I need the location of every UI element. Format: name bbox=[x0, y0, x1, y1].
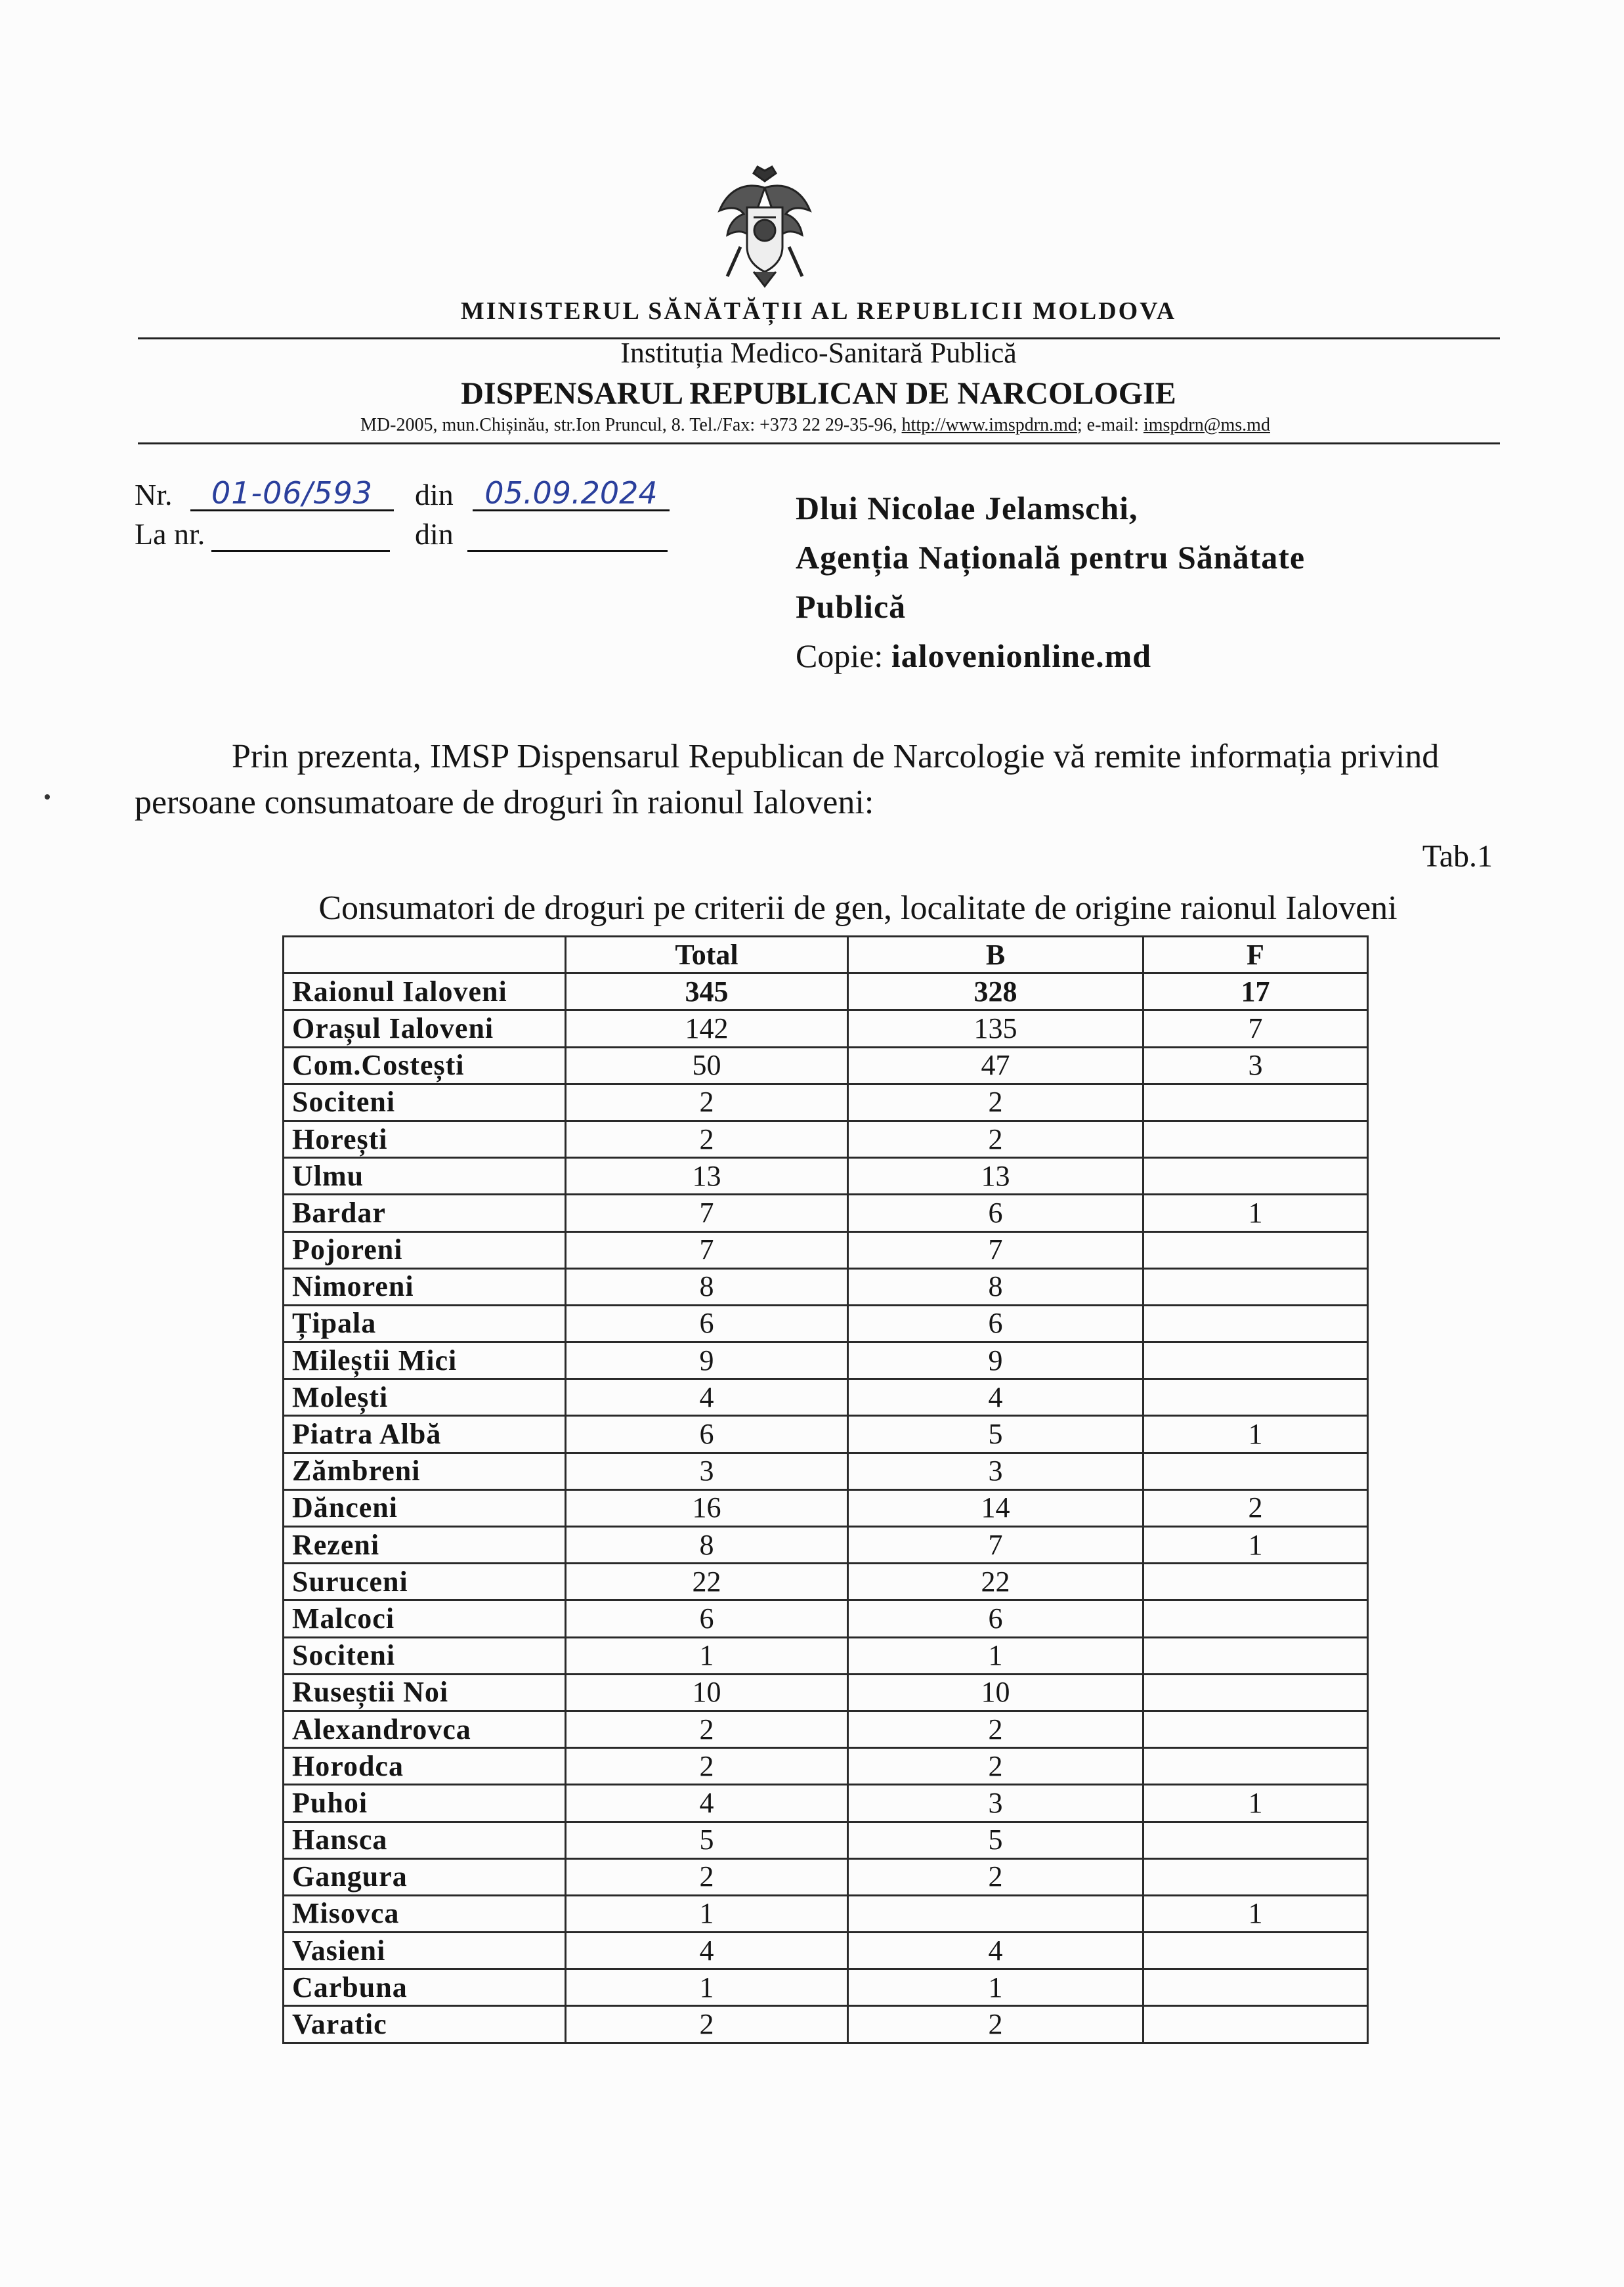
b-cell: 6 bbox=[848, 1600, 1143, 1637]
table-row bbox=[284, 1600, 1368, 1637]
b-cell: 7 bbox=[848, 1231, 1143, 1268]
din2-label: din bbox=[415, 517, 454, 551]
total-cell: 10 bbox=[566, 1674, 848, 1711]
locality-cell: Orașul Ialoveni bbox=[284, 1010, 566, 1047]
locality-cell: Horodca bbox=[284, 1748, 566, 1785]
locality-cell: Dănceni bbox=[284, 1489, 566, 1526]
la-nr-blank-line bbox=[211, 519, 390, 552]
locality-cell: Sociteni bbox=[284, 1084, 566, 1121]
f-cell bbox=[1143, 2006, 1368, 2043]
header-total: Total bbox=[566, 937, 848, 973]
locality-cell: Pojoreni bbox=[284, 1231, 566, 1268]
f-cell: 1 bbox=[1143, 1527, 1368, 1564]
f-cell bbox=[1143, 1858, 1368, 1895]
f-cell bbox=[1143, 1564, 1368, 1600]
total-cell: 4 bbox=[566, 1785, 848, 1822]
header-b: B bbox=[848, 937, 1143, 973]
table-row bbox=[284, 1453, 1368, 1489]
table-row bbox=[284, 1231, 1368, 1268]
total-cell: 2 bbox=[566, 2006, 848, 2043]
f-cell bbox=[1143, 1305, 1368, 1342]
table-row bbox=[284, 1342, 1368, 1379]
recipient-agency: Agenția Națională pentru Sănătate bbox=[796, 539, 1306, 576]
email-label: ; e-mail: bbox=[1077, 415, 1143, 435]
total-cell: 6 bbox=[566, 1416, 848, 1453]
table-number: Tab.1 bbox=[1422, 839, 1493, 874]
b-cell bbox=[848, 1895, 1143, 1932]
table-row bbox=[284, 1489, 1368, 1526]
email-link[interactable]: imspdrn@ms.md bbox=[1143, 415, 1270, 435]
table-row bbox=[284, 1785, 1368, 1822]
locality-cell: Horești bbox=[284, 1121, 566, 1157]
b-cell: 2 bbox=[848, 1748, 1143, 1785]
b-cell: 135 bbox=[848, 1010, 1143, 1047]
b-cell: 2 bbox=[848, 1121, 1143, 1157]
locality-cell: Com.Costești bbox=[284, 1047, 566, 1084]
b-cell: 2 bbox=[848, 2006, 1143, 2043]
table-row bbox=[284, 973, 1368, 1010]
b-cell: 14 bbox=[848, 1489, 1143, 1526]
contact-address bbox=[0, 415, 1624, 436]
locality-cell: Țipala bbox=[284, 1305, 566, 1342]
table-row bbox=[284, 2006, 1368, 2043]
total-cell: 3 bbox=[566, 1453, 848, 1489]
total-cell: 6 bbox=[566, 1600, 848, 1637]
table-row bbox=[284, 1933, 1368, 1969]
total-cell: 1 bbox=[566, 1969, 848, 2006]
table-row bbox=[284, 1711, 1368, 1747]
f-cell: 3 bbox=[1143, 1047, 1368, 1084]
table-header-row bbox=[284, 937, 1368, 973]
b-cell: 2 bbox=[848, 1858, 1143, 1895]
b-cell: 13 bbox=[848, 1158, 1143, 1195]
table-row bbox=[284, 1379, 1368, 1416]
intro-paragraph: Prin prezenta, IMSP Dispensarul Republican de Narcologie vă remite informația privind persoane consumatoare de droguri în raionul Ialoveni: bbox=[135, 738, 1440, 821]
f-cell bbox=[1143, 1969, 1368, 2006]
table-row bbox=[284, 1895, 1368, 1932]
institution-name: DISPENSARUL REPUBLICAN DE NARCOLOGIE bbox=[461, 376, 1176, 411]
b-cell: 2 bbox=[848, 1711, 1143, 1747]
table-row bbox=[284, 1969, 1368, 2006]
f-cell: 17 bbox=[1143, 973, 1368, 1010]
f-cell bbox=[1143, 1379, 1368, 1416]
total-cell: 7 bbox=[566, 1231, 848, 1268]
locality-cell: Molești bbox=[284, 1379, 566, 1416]
address-text: MD-2005, mun.Chișinău, str.Ion Pruncul, 8. Tel./Fax: +373 22 29-35-96, bbox=[360, 415, 902, 435]
locality-cell: Alexandrovca bbox=[284, 1711, 566, 1747]
b-cell: 47 bbox=[848, 1047, 1143, 1084]
locality-cell: Gangura bbox=[284, 1858, 566, 1895]
total-cell: 5 bbox=[566, 1822, 848, 1858]
b-cell: 4 bbox=[848, 1379, 1143, 1416]
table-row bbox=[284, 1527, 1368, 1564]
table-row bbox=[284, 1121, 1368, 1157]
table-row bbox=[284, 1268, 1368, 1305]
locality-cell: Ulmu bbox=[284, 1158, 566, 1195]
locality-cell: Piatra Albă bbox=[284, 1416, 566, 1453]
total-cell: 8 bbox=[566, 1527, 848, 1564]
total-cell: 2 bbox=[566, 1711, 848, 1747]
margin-dot bbox=[45, 794, 50, 800]
total-cell: 2 bbox=[566, 1121, 848, 1157]
b-cell: 9 bbox=[848, 1342, 1143, 1379]
locality-cell: Raionul Ialoveni bbox=[284, 973, 566, 1010]
website-link[interactable]: http://www.imspdrn.md bbox=[901, 415, 1077, 435]
header-locality bbox=[284, 937, 566, 973]
f-cell bbox=[1143, 1637, 1368, 1674]
table-row bbox=[284, 1674, 1368, 1711]
total-cell: 345 bbox=[566, 973, 848, 1010]
locality-cell: Mileștii Mici bbox=[284, 1342, 566, 1379]
b-cell: 1 bbox=[848, 1969, 1143, 2006]
table-row bbox=[284, 1158, 1368, 1195]
ministry-heading: MINISTERUL SĂNĂTĂȚII AL REPUBLICII MOLDOVA bbox=[460, 297, 1177, 325]
b-cell: 328 bbox=[848, 973, 1143, 1010]
din2-blank-line bbox=[467, 519, 668, 552]
f-cell: 1 bbox=[1143, 1785, 1368, 1822]
total-cell: 16 bbox=[566, 1489, 848, 1526]
f-cell: 2 bbox=[1143, 1489, 1368, 1526]
copy-value: ialovenionline.md bbox=[891, 637, 1152, 674]
b-cell: 10 bbox=[848, 1674, 1143, 1711]
locality-cell: Puhoi bbox=[284, 1785, 566, 1822]
table-row bbox=[284, 1084, 1368, 1121]
total-cell: 2 bbox=[566, 1858, 848, 1895]
total-cell: 9 bbox=[566, 1342, 848, 1379]
b-cell: 3 bbox=[848, 1453, 1143, 1489]
locality-cell: Misovca bbox=[284, 1895, 566, 1932]
b-cell: 6 bbox=[848, 1195, 1143, 1231]
b-cell: 5 bbox=[848, 1416, 1143, 1453]
locality-cell: Vasieni bbox=[284, 1933, 566, 1969]
table-row bbox=[284, 1416, 1368, 1453]
table-title: Consumatori de droguri pe criterii de gen, localitate de origine raionul Ialoveni bbox=[318, 889, 1398, 927]
f-cell bbox=[1143, 1600, 1368, 1637]
total-cell: 4 bbox=[566, 1933, 848, 1969]
b-cell: 22 bbox=[848, 1564, 1143, 1600]
f-cell: 1 bbox=[1143, 1195, 1368, 1231]
f-cell bbox=[1143, 1342, 1368, 1379]
f-cell bbox=[1143, 1121, 1368, 1157]
b-cell: 1 bbox=[848, 1637, 1143, 1674]
locality-cell: Hansca bbox=[284, 1822, 566, 1858]
locality-cell: Malcoci bbox=[284, 1600, 566, 1637]
b-cell: 4 bbox=[848, 1933, 1143, 1969]
f-cell bbox=[1143, 1711, 1368, 1747]
total-cell: 50 bbox=[566, 1047, 848, 1084]
la-nr-label: La nr. bbox=[135, 517, 205, 551]
locality-cell: Nimoreni bbox=[284, 1268, 566, 1305]
f-cell bbox=[1143, 1674, 1368, 1711]
copy-label: Copie: bbox=[796, 637, 891, 674]
f-cell bbox=[1143, 1453, 1368, 1489]
locality-cell: Zămbreni bbox=[284, 1453, 566, 1489]
table-row bbox=[284, 1195, 1368, 1231]
locality-cell: Bardar bbox=[284, 1195, 566, 1231]
b-cell: 5 bbox=[848, 1822, 1143, 1858]
b-cell: 2 bbox=[848, 1084, 1143, 1121]
f-cell bbox=[1143, 1748, 1368, 1785]
table-row bbox=[284, 1047, 1368, 1084]
f-cell: 1 bbox=[1143, 1416, 1368, 1453]
locality-cell: Suruceni bbox=[284, 1564, 566, 1600]
recipient-agency-cont: Publică bbox=[796, 588, 907, 625]
b-cell: 7 bbox=[848, 1527, 1143, 1564]
locality-cell: Carbuna bbox=[284, 1969, 566, 2006]
table-row bbox=[284, 1858, 1368, 1895]
date-handwritten-value: 05.09.2024 bbox=[473, 475, 670, 511]
f-cell bbox=[1143, 1268, 1368, 1305]
drug-users-table bbox=[282, 935, 1369, 2044]
coat-of-arms-icon bbox=[714, 161, 816, 289]
table-row bbox=[284, 1637, 1368, 1674]
total-cell: 142 bbox=[566, 1010, 848, 1047]
total-cell: 6 bbox=[566, 1305, 848, 1342]
locality-cell: Varatic bbox=[284, 2006, 566, 2043]
f-cell bbox=[1143, 1231, 1368, 1268]
locality-cell: Rezeni bbox=[284, 1527, 566, 1564]
din-label: din bbox=[415, 478, 454, 511]
table-row bbox=[284, 1748, 1368, 1785]
total-cell: 1 bbox=[566, 1637, 848, 1674]
b-cell: 6 bbox=[848, 1305, 1143, 1342]
total-cell: 22 bbox=[566, 1564, 848, 1600]
header-f: F bbox=[1143, 937, 1368, 973]
total-cell: 8 bbox=[566, 1268, 848, 1305]
f-cell bbox=[1143, 1822, 1368, 1858]
table-row bbox=[284, 1822, 1368, 1858]
table-row bbox=[284, 1010, 1368, 1047]
recipient-block bbox=[796, 484, 1305, 681]
total-cell: 7 bbox=[566, 1195, 848, 1231]
b-cell: 3 bbox=[848, 1785, 1143, 1822]
locality-cell: Sociteni bbox=[284, 1637, 566, 1674]
total-cell: 13 bbox=[566, 1158, 848, 1195]
institution-type: Instituția Medico-Sanitară Publică bbox=[620, 337, 1017, 369]
nr-label: Nr. bbox=[135, 478, 173, 511]
header-divider-bottom bbox=[138, 442, 1500, 444]
copy-line bbox=[796, 631, 1305, 681]
total-cell: 2 bbox=[566, 1748, 848, 1785]
f-cell: 7 bbox=[1143, 1010, 1368, 1047]
total-cell: 4 bbox=[566, 1379, 848, 1416]
f-cell bbox=[1143, 1933, 1368, 1969]
f-cell bbox=[1143, 1158, 1368, 1195]
table-row bbox=[284, 1305, 1368, 1342]
total-cell: 2 bbox=[566, 1084, 848, 1121]
b-cell: 8 bbox=[848, 1268, 1143, 1305]
nr-handwritten-value: 01-06/593 bbox=[190, 475, 394, 511]
f-cell: 1 bbox=[1143, 1895, 1368, 1932]
locality-cell: Ruseștii Noi bbox=[284, 1674, 566, 1711]
f-cell bbox=[1143, 1084, 1368, 1121]
total-cell: 1 bbox=[566, 1895, 848, 1932]
recipient-name: Dlui Nicolae Jelamschi, bbox=[796, 490, 1138, 526]
table-row bbox=[284, 1564, 1368, 1600]
